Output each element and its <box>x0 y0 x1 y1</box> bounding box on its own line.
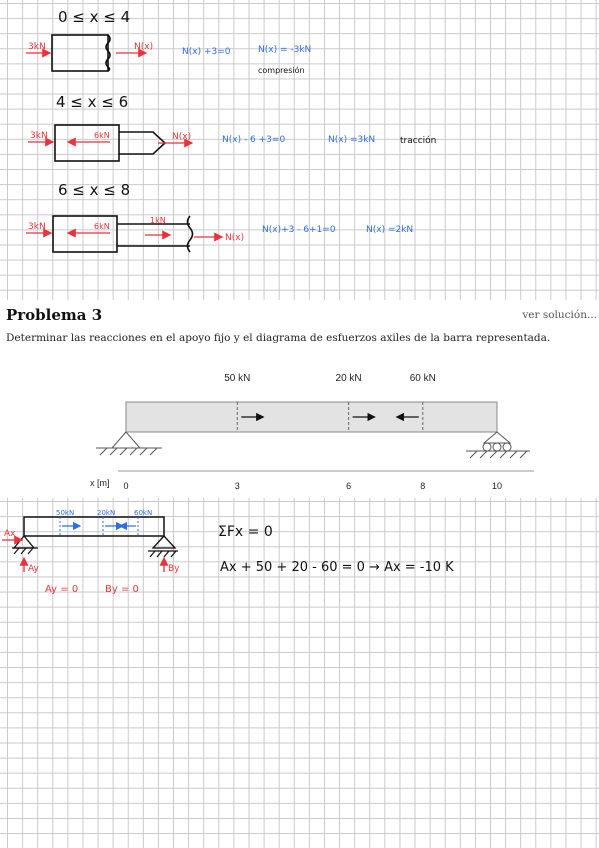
case2-mid-force: 6kN <box>94 131 110 140</box>
solution-roller-hatch <box>148 551 178 557</box>
case3-mid-force-2: 1kN <box>150 216 166 225</box>
case3-right-force: N(x) <box>225 233 245 243</box>
solution-roller-support <box>153 536 175 548</box>
case2-equation: N(x) - 6 +3=0 <box>222 135 286 145</box>
figure-roller-wheel-1 <box>483 443 491 451</box>
handwritten-solution <box>0 498 599 848</box>
case1-note: compresión <box>258 66 305 75</box>
figure-roller-support <box>484 432 510 443</box>
case2-right-force: N(x) <box>172 132 192 142</box>
figure-tick-label-2: 3 <box>234 481 240 491</box>
handwritten-notes-top <box>0 0 599 300</box>
case3-left-force: 3kN <box>28 222 46 232</box>
solution-by-label: By <box>168 564 180 574</box>
problem-statement: Determinar las reacciones en el apoyo fijo y el diagrama de esfuerzos axiles de la barra representada. <box>6 332 551 344</box>
solution-load-label-3: 60kN <box>134 509 153 517</box>
case2-left-force: 3kN <box>30 131 48 141</box>
case1-range: 0 ≤ x ≤ 4 <box>58 8 131 26</box>
figure-load-label-2: 20 kN <box>335 373 362 384</box>
solution-beam <box>24 517 164 536</box>
figure-load-labels <box>224 373 436 384</box>
case3-mid-force: 6kN <box>94 222 110 231</box>
case2-range: 4 ≤ x ≤ 6 <box>56 93 129 111</box>
solution-sum-fx: ΣFx = 0 <box>218 524 273 540</box>
figure-tick-label-5: 10 <box>491 481 503 491</box>
problem-header <box>0 303 599 325</box>
solution-fixed-hatch <box>12 548 38 554</box>
case1-result: N(x) = -3kN <box>258 45 312 55</box>
problem-figure <box>0 355 599 498</box>
figure-roller-wheel-2 <box>493 443 501 451</box>
case2-result: N(x) =3kN <box>328 135 376 145</box>
case3-equation: N(x)+3 - 6+1=0 <box>262 225 336 235</box>
case1-equation: N(x) +3=0 <box>182 47 231 57</box>
figure-roller-wheel-3 <box>503 443 511 451</box>
solution-ax-label: Ax <box>4 529 16 539</box>
case1-right-force: N(x) <box>134 42 154 52</box>
solution-equation: Ax + 50 + 20 - 60 = 0 → Ax = -10 K <box>220 560 454 575</box>
figure-load-label-3: 60 kN <box>409 373 436 384</box>
figure-load-label-1: 50 kN <box>224 373 251 384</box>
solution-fixed-support <box>14 536 34 548</box>
figure-fixed-hatch <box>100 448 157 455</box>
case3-result: N(x) =2kN <box>366 225 414 235</box>
figure-tick-label-4: 8 <box>420 481 426 491</box>
solution-link[interactable]: ver solución... <box>522 309 597 321</box>
figure-tick-label-1: 0 <box>123 481 129 491</box>
case1-left-force: 3kN <box>28 42 46 52</box>
figure-beam <box>126 402 497 432</box>
case3-range: 6 ≤ x ≤ 8 <box>58 181 131 199</box>
figure-axis-label: x [m] <box>90 478 110 488</box>
figure-fixed-support <box>112 432 140 448</box>
figure-roller-hatch <box>470 451 527 458</box>
solution-load-label-2: 20kN <box>97 509 116 517</box>
figure-tick-label-3: 6 <box>346 481 352 491</box>
problem-title: Problema 3 <box>6 306 103 324</box>
solution-ay-result: Ay = 0 <box>45 584 79 595</box>
case2-note: tracción <box>400 136 437 146</box>
figure-axis-ticks <box>123 481 502 491</box>
case1-bar <box>52 35 108 71</box>
solution-load-label-1: 50kN <box>56 509 75 517</box>
solution-ay-label: Ay <box>28 564 39 574</box>
solution-by-result: By = 0 <box>105 584 139 595</box>
